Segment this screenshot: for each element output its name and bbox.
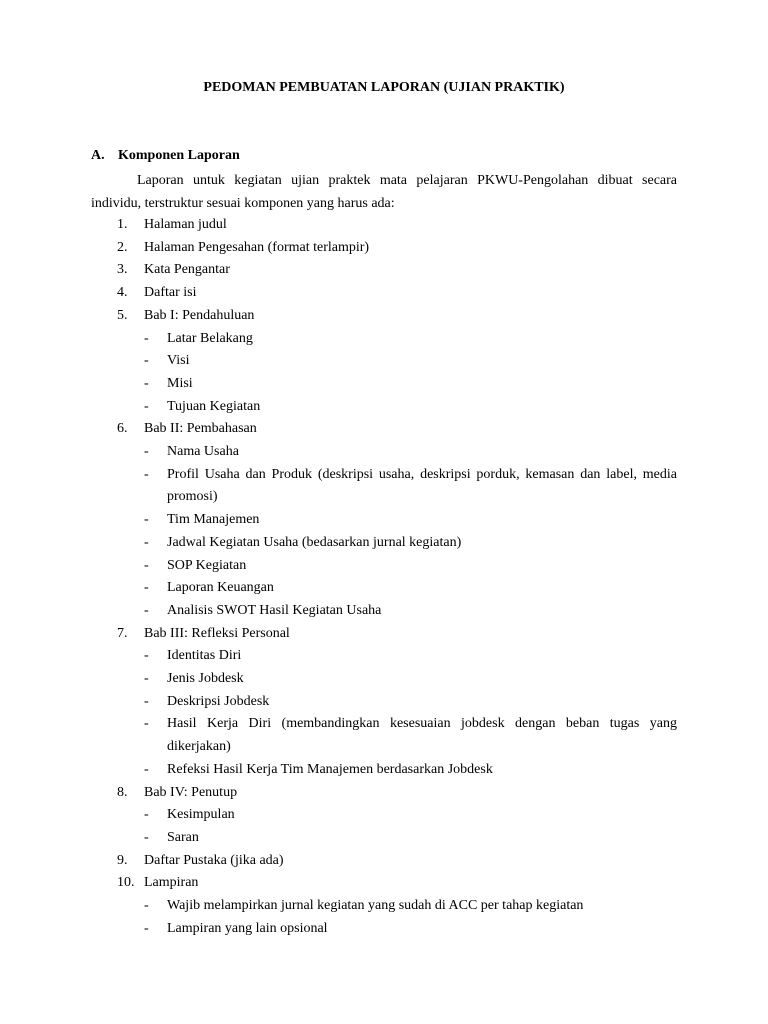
sub-list-text: Kesimpulan — [167, 807, 235, 823]
sub-list-item — [0, 600, 768, 623]
list-item — [0, 259, 768, 282]
sub-list-item — [0, 918, 768, 941]
list-item-text: Bab III: Refleksi Personal — [144, 625, 290, 641]
sub-list-bullet: - — [144, 398, 149, 414]
sub-list-bullet: - — [144, 716, 149, 732]
list-item — [0, 282, 768, 305]
list-item — [0, 782, 768, 805]
sub-list-item — [0, 668, 768, 691]
sub-list-text: Latar Belakang — [167, 330, 253, 346]
sub-list-item — [0, 804, 768, 827]
list-item-number: 9. — [117, 852, 128, 868]
list-item — [0, 214, 768, 237]
sub-list-item — [0, 350, 768, 373]
sub-list-bullet: - — [144, 534, 149, 550]
sub-list-text: Lampiran yang lain opsional — [167, 920, 328, 936]
sub-list-text: Jenis Jobdesk — [167, 671, 244, 687]
sub-list-text: Profil Usaha dan Produk (deskripsi usaha, deskripsi porduk, kemasan dan label, media promosi) — [167, 466, 677, 505]
sub-list-bullet: - — [144, 693, 149, 709]
sub-list-text: Tim Manajemen — [167, 512, 260, 528]
sub-list-bullet: - — [144, 580, 149, 596]
sub-list-item — [0, 645, 768, 668]
sub-list-bullet: - — [144, 375, 149, 391]
sub-list-bullet: - — [144, 648, 149, 664]
sub-list-text: Analisis SWOT Hasil Kegiatan Usaha — [167, 602, 382, 618]
list-item — [0, 850, 768, 873]
list-item-number: 8. — [117, 784, 128, 800]
sub-list-item — [0, 441, 768, 464]
list-item-text: Daftar Pustaka (jika ada) — [144, 852, 284, 868]
sub-list-bullet: - — [144, 330, 149, 346]
sub-list-text: Visi — [167, 353, 190, 369]
sub-list-item — [0, 759, 768, 782]
list-item-text: Bab IV: Penutup — [144, 784, 238, 800]
component-list — [0, 214, 768, 941]
sub-list-text: Saran — [167, 829, 199, 845]
list-item — [0, 305, 768, 328]
sub-list-bullet: - — [144, 602, 149, 618]
sub-list-item — [0, 555, 768, 578]
sub-list-text: Hasil Kerja Diri (membandingkan kesesuaian jobdesk dengan beban tugas yang dikerjakan) — [167, 716, 677, 755]
sub-list-bullet: - — [144, 353, 149, 369]
list-item-number: 7. — [117, 625, 128, 641]
sub-list-bullet: - — [144, 557, 149, 573]
sub-list-item — [0, 509, 768, 532]
sub-list-item — [0, 373, 768, 396]
list-item-number: 3. — [117, 262, 128, 278]
sub-list-text: Misi — [167, 375, 193, 391]
list-item-text: Bab II: Pembahasan — [144, 421, 257, 437]
list-item — [0, 623, 768, 646]
list-item-text: Halaman judul — [144, 217, 227, 232]
sub-list-item — [0, 328, 768, 351]
sub-list-item — [0, 464, 768, 509]
list-item — [0, 237, 768, 260]
list-item-number: 2. — [117, 239, 128, 255]
list-item-text: Halaman Pengesahan (format terlampir) — [144, 239, 370, 255]
intro-paragraph: Laporan untuk kegiatan ujian praktek mata pelajaran PKWU-Pengolahan dibuat secara individu, terstruktur sesuai komponen yang harus ada: — [91, 173, 677, 211]
sub-list-bullet: - — [144, 444, 149, 460]
list-item-text: Daftar isi — [144, 285, 197, 301]
sub-list-bullet: - — [144, 671, 149, 687]
sub-list-text: Laporan Keuangan — [167, 580, 274, 596]
sub-list-text: Tujuan Kegiatan — [167, 398, 261, 414]
list-item-number: 10. — [117, 875, 135, 891]
sub-list-item — [0, 895, 768, 918]
sub-list-bullet: - — [144, 829, 149, 845]
sub-list-bullet: - — [144, 898, 149, 914]
sub-list-text: Jadwal Kegiatan Usaha (bedasarkan jurnal kegiatan) — [167, 534, 462, 550]
list-item-text: Kata Pengantar — [144, 262, 230, 278]
list-item — [0, 418, 768, 441]
sub-list-text: Refeksi Hasil Kerja Tim Manajemen berdasarkan Jobdesk — [167, 761, 493, 777]
list-item-number: 5. — [117, 307, 128, 323]
sub-list-bullet: - — [144, 920, 149, 936]
sub-list-text: SOP Kegiatan — [167, 557, 247, 573]
sub-list-item — [0, 691, 768, 714]
list-item-text: Lampiran — [144, 875, 199, 891]
sub-list-bullet: - — [144, 761, 149, 777]
list-item-number: 1. — [117, 217, 128, 232]
sub-list-text: Wajib melampirkan jurnal kegiatan yang sudah di ACC per tahap kegiatan — [167, 898, 584, 914]
sub-list-bullet: - — [144, 512, 149, 528]
sub-list-item — [0, 713, 768, 758]
sub-list-item — [0, 577, 768, 600]
list-item — [0, 872, 768, 895]
sub-list-text: Nama Usaha — [167, 444, 239, 460]
sub-list-text: Deskripsi Jobdesk — [167, 693, 270, 709]
section-title: Komponen Laporan — [118, 148, 240, 163]
sub-list-bullet: - — [144, 807, 149, 823]
list-item-number: 4. — [117, 285, 128, 301]
sub-list-bullet: - — [144, 466, 149, 482]
section-letter: A. — [91, 148, 105, 163]
list-item-number: 6. — [117, 421, 128, 437]
list-item-text: Bab I: Pendahuluan — [144, 307, 255, 323]
document-title: PEDOMAN PEMBUATAN LAPORAN (UJIAN PRAKTIK) — [203, 80, 565, 95]
sub-list-item — [0, 396, 768, 419]
sub-list-item — [0, 827, 768, 850]
sub-list-text: Identitas Diri — [167, 648, 242, 664]
section-heading — [91, 147, 240, 165]
sub-list-item — [0, 532, 768, 555]
